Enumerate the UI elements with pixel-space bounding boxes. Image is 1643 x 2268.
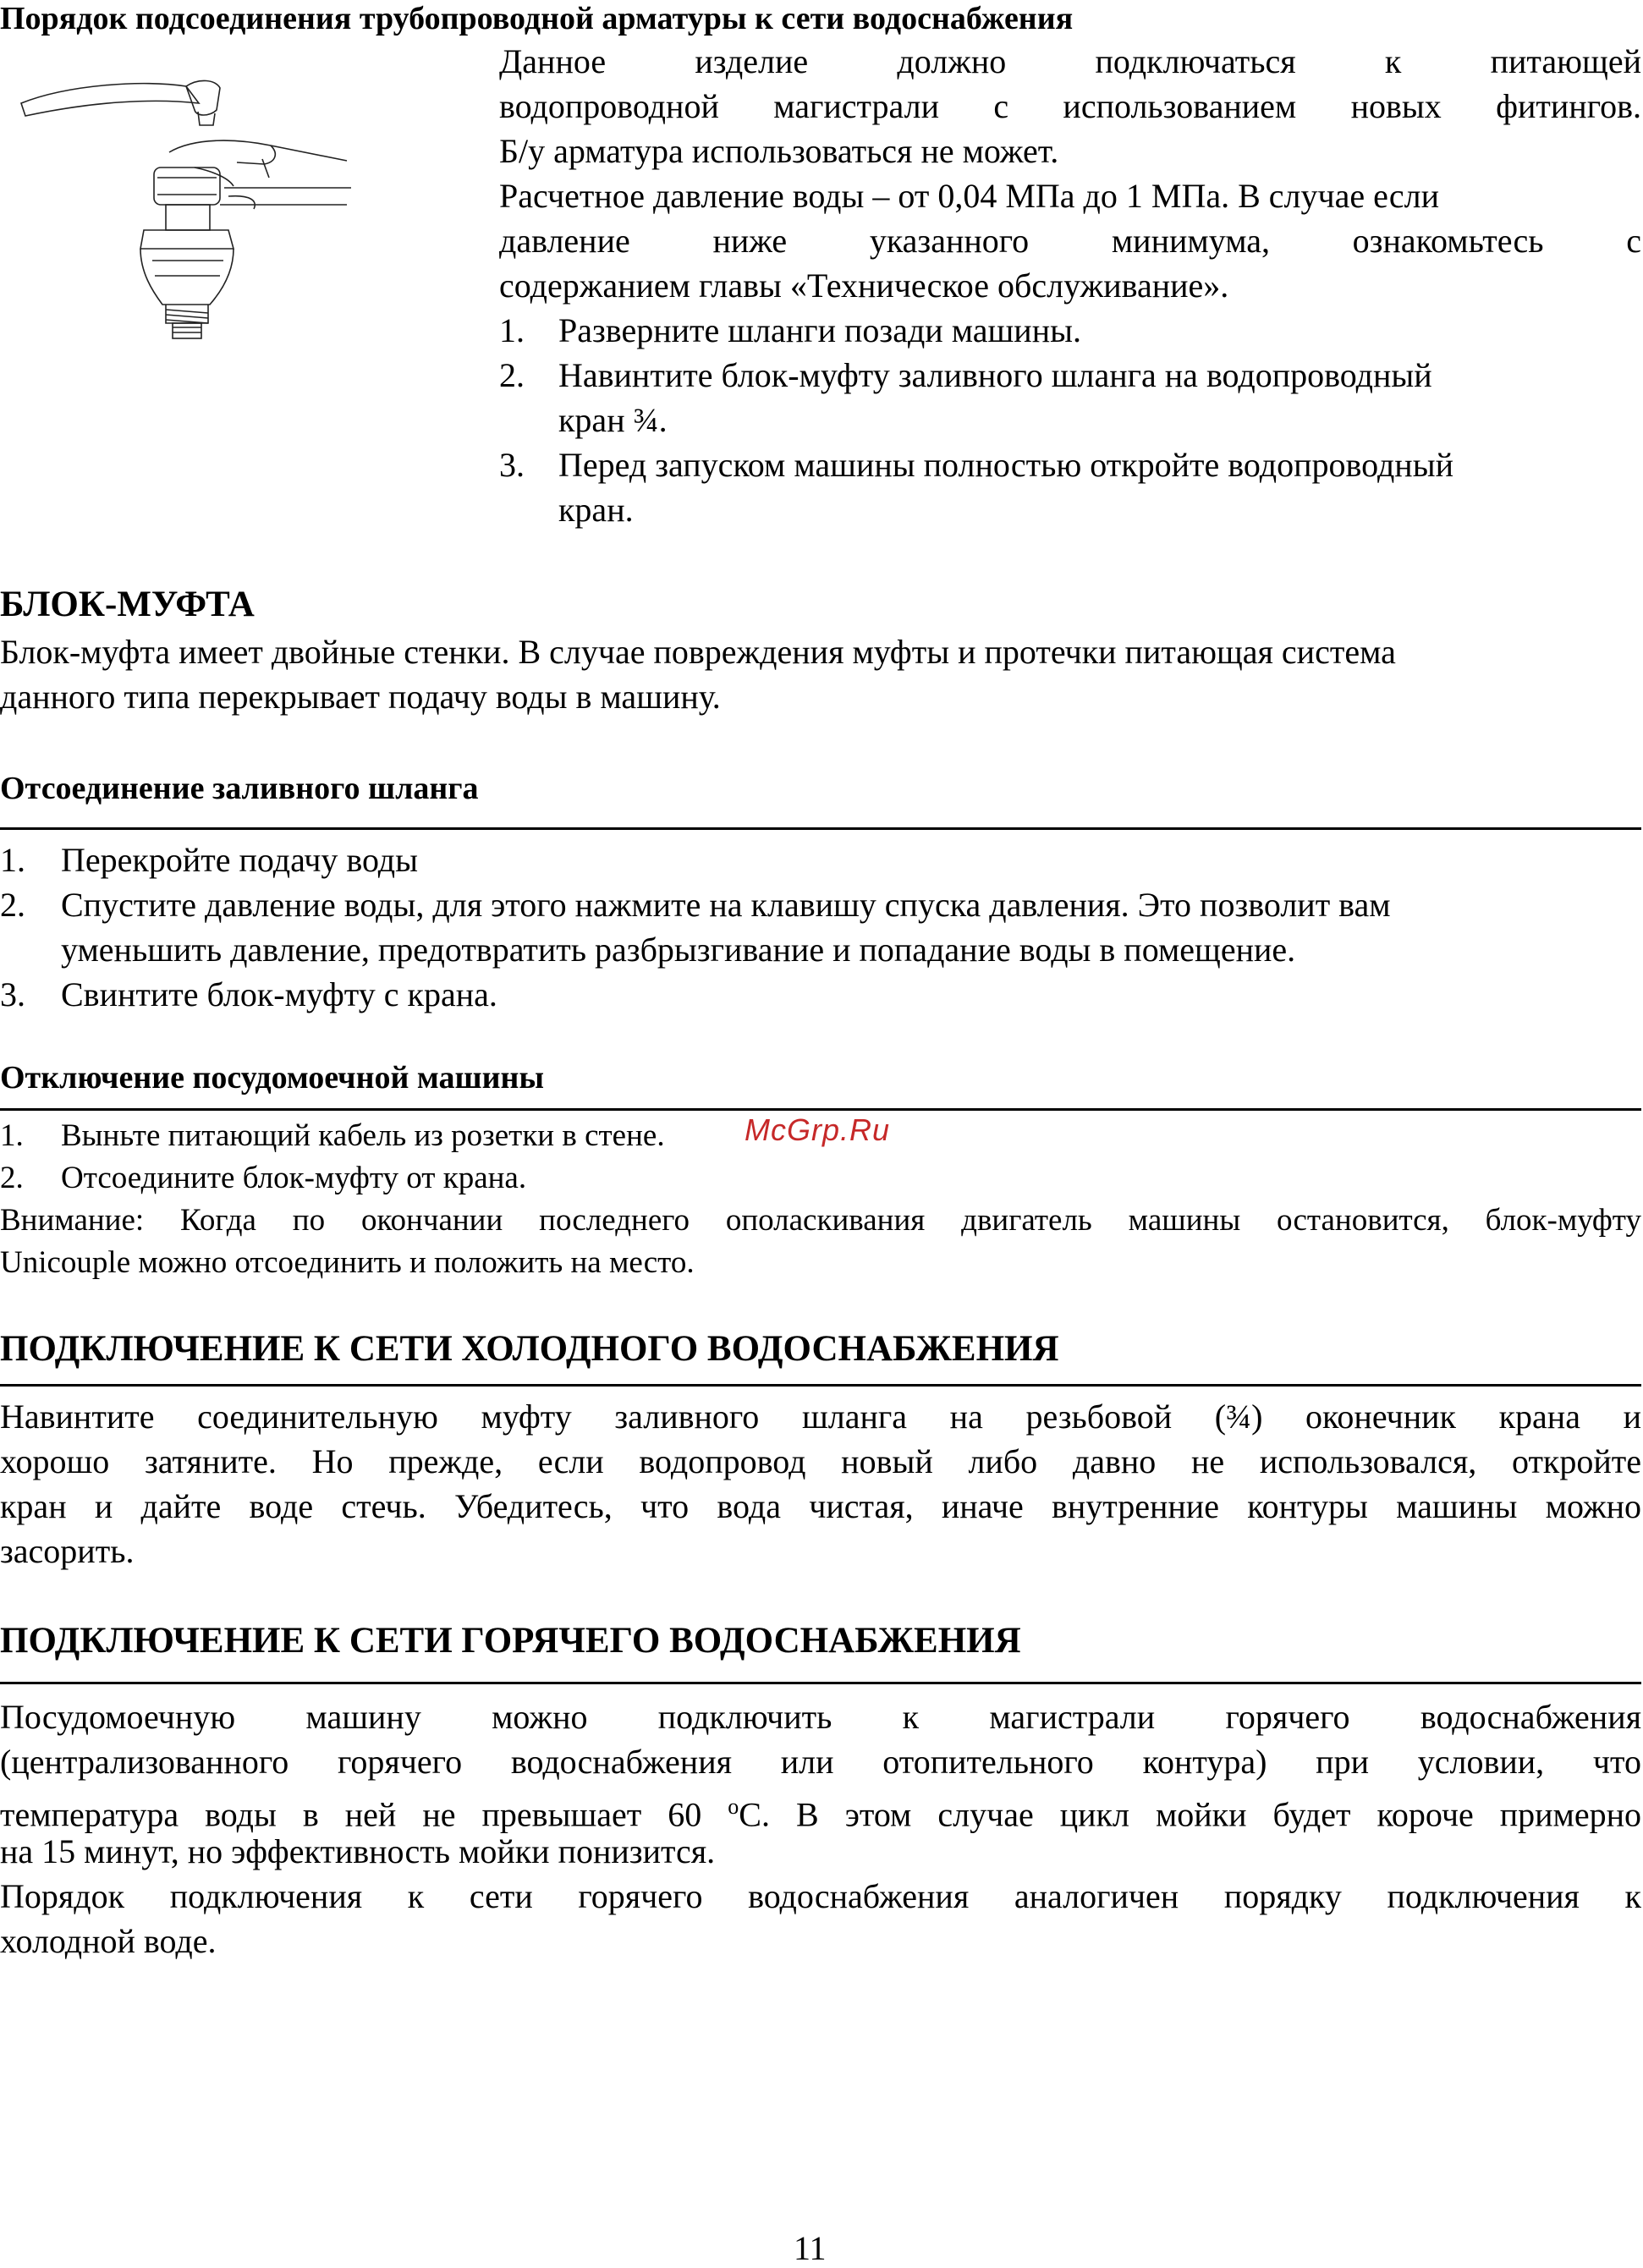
step-text: Перекройте подачу воды [61, 841, 419, 879]
step-number: 2. [0, 886, 25, 924]
section-divider [0, 827, 1641, 830]
paragraph-line: засорить. [0, 1532, 135, 1570]
step-text: Выньте питающий кабель из розетки в стене. [61, 1118, 665, 1153]
step-text: Спустите давление воды, для этого нажмите на клавишу спуска давления. Это позволит вам [61, 886, 1391, 924]
paragraph-line: кран и дайте воде стечь. Убедитесь, что вода чистая, иначе внутренние контуры машины можно [0, 1487, 1641, 1525]
paragraph-line: Навинтите соединительную муфту заливного шланга на резьбовой (¾) оконечник крана и [0, 1398, 1641, 1436]
step-number: 3. [0, 975, 25, 1013]
section-title-disconnect-machine: Отключение посудомоечной машины [0, 1060, 545, 1096]
paragraph-line: на 15 минут, но эффективность мойки понизится. [0, 1832, 716, 1870]
intro-line: содержанием главы «Техническое обслуживание». [499, 266, 1229, 305]
page-number: 11 [794, 2229, 827, 2267]
intro-line: Б/у арматура использоваться не может. [499, 132, 1059, 170]
step-number: 2. [499, 356, 525, 394]
section-divider [0, 1108, 1641, 1111]
note-line: Unicouple можно отсоединить и положить на место. [0, 1245, 695, 1280]
step-text: Разверните шланги позади машины. [558, 311, 1081, 349]
paragraph-line: Блок-муфта имеет двойные стенки. В случае повреждения муфты и протечки питающая система [0, 633, 1396, 671]
step-number: 1. [0, 1118, 24, 1153]
note-line: Внимание: Когда по окончании последнего ополаскивания двигатель машины остановится, блок-муфту [0, 1203, 1641, 1238]
section-title-hot-water: ПОДКЛЮЧЕНИЕ К СЕТИ ГОРЯЧЕГО ВОДОСНАБЖЕНИЯ [0, 1621, 1021, 1661]
degree-sign: o [728, 1794, 739, 1819]
step-text: Свинтите блок-муфту с крана. [61, 975, 497, 1013]
watermark: McGrp.Ru [745, 1112, 891, 1147]
paragraph-line: хорошо затяните. Но прежде, если водопровод новый либо давно не использовался, откройте [0, 1442, 1641, 1480]
paragraph-line: холодной воде. [0, 1922, 217, 1960]
section-divider [0, 1384, 1641, 1387]
step-number: 3. [499, 446, 525, 484]
section-divider [0, 1682, 1641, 1684]
section-title-block-coupling: БЛОК-МУФТА [0, 585, 255, 624]
step-text: Перед запуском машины полностью откройте водопроводный [558, 446, 1453, 484]
section-title-cold-water: ПОДКЛЮЧЕНИЕ К СЕТИ ХОЛОДНОГО ВОДОСНАБЖЕНИЯ [0, 1329, 1059, 1369]
step-text: Навинтите блок-муфту заливного шланга на водопроводный [558, 356, 1432, 394]
temperature-text: температура воды в ней не превышает 60 [0, 1795, 702, 1834]
paragraph-line: Порядок подключения к сети горячего водоснабжения аналогичен порядку подключения к [0, 1877, 1641, 1915]
intro-line: Расчетное давление воды – от 0,04 МПа до 1 МПа. В случае если [499, 177, 1439, 215]
paragraph-line: Посудомоечную машину можно подключить к магистрали горячего водоснабжения [0, 1698, 1641, 1736]
step-text: кран ¾. [558, 401, 668, 439]
intro-line: водопроводной магистрали с использованием новых фитингов. [499, 87, 1641, 125]
temperature-tail: С. В этом случае цикл мойки будет короче примерно [739, 1795, 1642, 1834]
section-title-disconnect-hose: Отсоединение заливного шланга [0, 771, 479, 806]
step-text: Отсоедините блок-муфту от крана. [61, 1161, 527, 1195]
step-number: 1. [0, 841, 25, 879]
section-title-connection-order: Порядок подсоединения трубопроводной арматуры к сети водоснабжения [0, 1, 1074, 36]
step-text: кран. [558, 491, 634, 529]
faucet-coupling-illustration [17, 69, 372, 349]
paragraph-line: данного типа перекрывает подачу воды в машину. [0, 678, 721, 716]
intro-line: Данное изделие должно подключаться к питающей [499, 42, 1641, 80]
paragraph-line: (централизованного горячего водоснабжения или отопительного контура) при условии, что [0, 1743, 1641, 1781]
step-text: уменьшить давление, предотвратить разбрызгивание и попадание воды в помещение. [61, 931, 1296, 969]
step-number: 1. [499, 311, 525, 349]
step-number: 2. [0, 1161, 24, 1195]
intro-line: давление ниже указанного минимума, ознакомьтесь с [499, 222, 1641, 260]
